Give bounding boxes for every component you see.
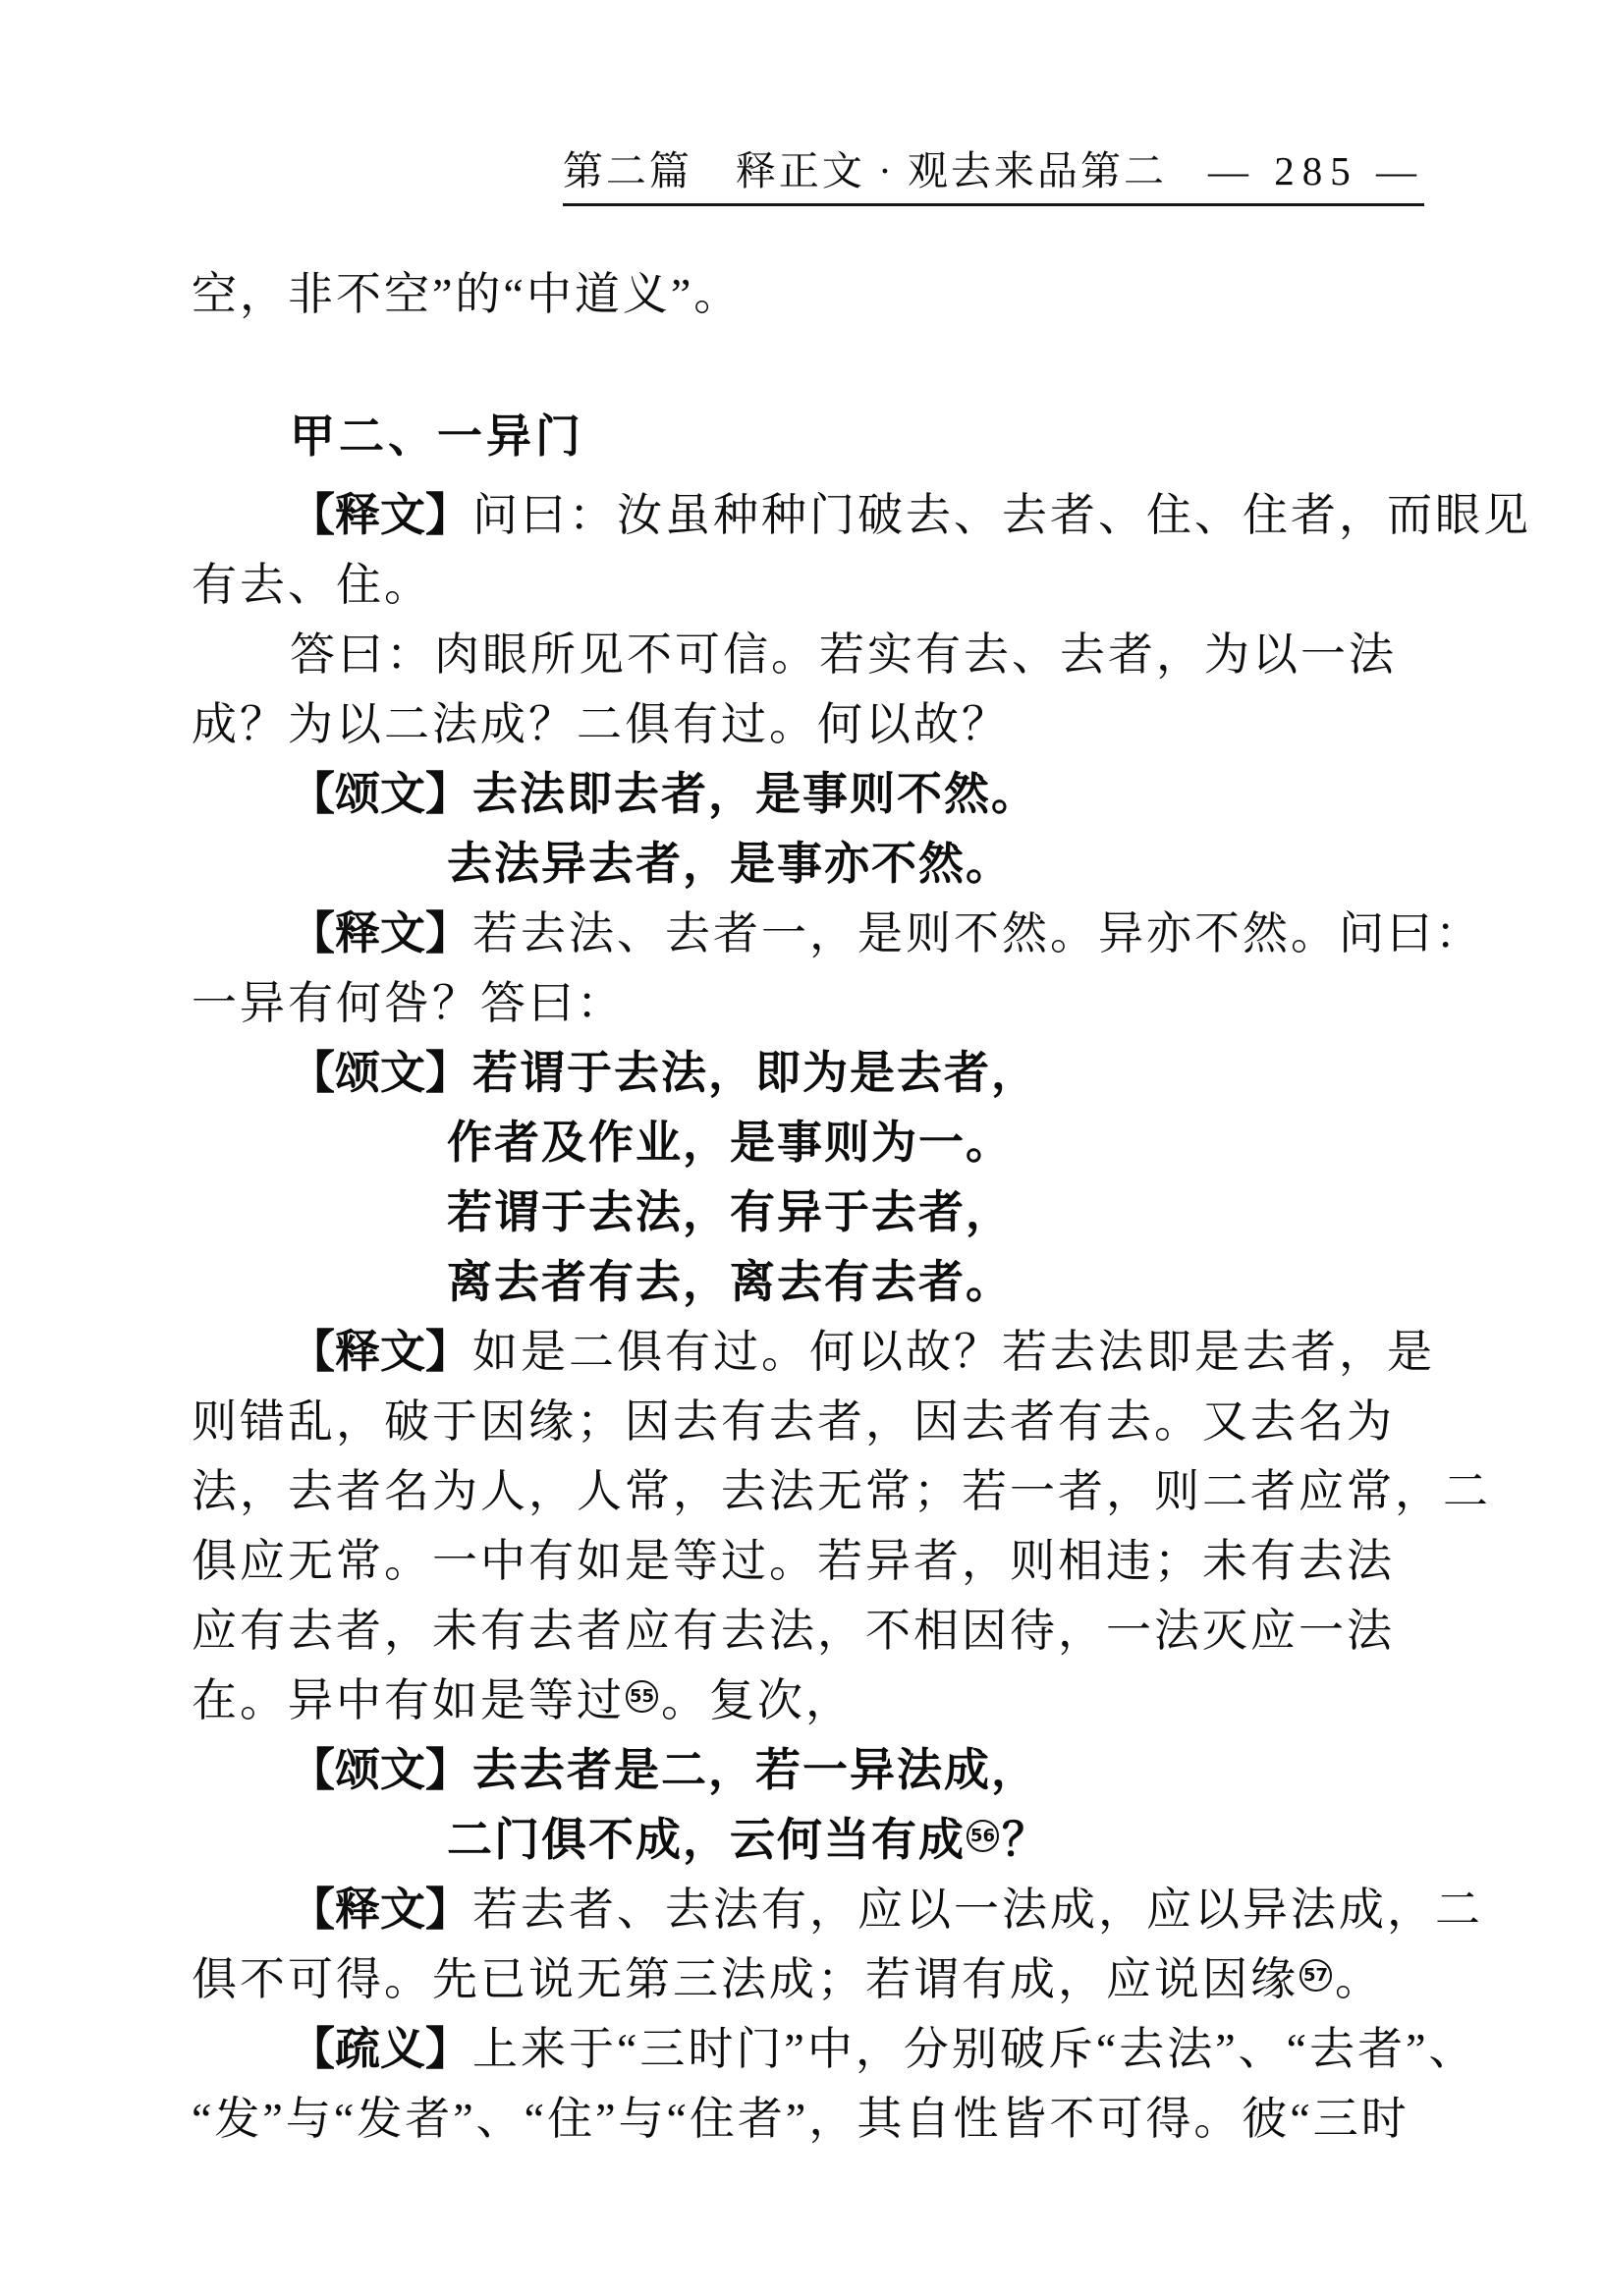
text-line xyxy=(192,2014,1477,2084)
line-text: 俱不可得。先已说无第三法成；若谓有成，应说因缘 xyxy=(192,1954,1299,2004)
line-text: 去去者是二，若一异法成， xyxy=(472,1743,1038,1796)
line-text: 则错乱，破于因缘；因去有去者，因去者有去。又去名为 xyxy=(192,1396,1395,1447)
line-text: 去法异去者，是事亦不然。 xyxy=(447,837,1013,890)
block-label: 【释文】 xyxy=(290,1325,470,1378)
text-line xyxy=(192,550,1439,620)
line-text: 法，去者名为人，人常，去法无常；若一者，则二者应常，二 xyxy=(192,1466,1491,1516)
line-text: 问曰：汝虽种种门破去、去者、住、住者，而眼见 xyxy=(472,490,1531,540)
line-text: 二门俱不成，云何当有成 xyxy=(447,1813,966,1866)
text-line xyxy=(192,1317,1439,1387)
footnote-marker: 55 xyxy=(626,1680,658,1713)
block-label: 【疏义】 xyxy=(290,2022,470,2075)
text-line xyxy=(192,1387,1439,1456)
chapter-title: 第二篇 释正文 · 观去来品第二 xyxy=(562,148,1167,193)
line-text: 若谓于去法，有异于去者， xyxy=(447,1185,1013,1238)
footnote-marker: 56 xyxy=(967,1820,999,1852)
line-text: 在。异中有如是等过 xyxy=(192,1675,625,1725)
line-text: 空，非不空”的“中道义”。 xyxy=(192,269,743,319)
text-line xyxy=(192,899,1483,968)
heading-text: 甲二、一异门 xyxy=(290,410,584,463)
footnote-marker: 57 xyxy=(1299,1959,1332,1992)
line-text: ？ xyxy=(1002,1813,1049,1866)
line-text: 作者及作业，是事则为一。 xyxy=(447,1116,1013,1169)
verse-line xyxy=(192,829,1439,899)
text-line xyxy=(192,1526,1439,1596)
line-text: 成？为以二法成？二俱有过。何以故？ xyxy=(192,699,1010,749)
line-text: 俱应无常。一中有如是等过。若异者，则相违；未有去法 xyxy=(192,1536,1395,1586)
text-line xyxy=(192,1596,1439,1666)
verse-line xyxy=(192,1247,1439,1317)
line-text: 上来于“三时门”中，分别破斥“去法”、“去者”、 xyxy=(472,2024,1477,2074)
running-header-rule xyxy=(563,147,1424,206)
block-label: 【释文】 xyxy=(290,906,470,959)
text-line xyxy=(192,2084,1439,2154)
verse-line xyxy=(192,1177,1439,1247)
page-number: — 285 — xyxy=(1208,148,1424,193)
running-header xyxy=(0,147,1424,206)
line-text: 有去、住。 xyxy=(192,560,432,610)
text-line xyxy=(192,689,1439,759)
verse-line xyxy=(192,1108,1439,1177)
verse-line xyxy=(192,1038,1439,1108)
line-text: 一异有何咎？答曰： xyxy=(192,978,625,1028)
text-line xyxy=(192,1875,1483,1944)
text-line xyxy=(192,620,1439,689)
block-label: 【释文】 xyxy=(290,488,470,541)
verse-line xyxy=(192,759,1439,829)
block-label: 【颂文】 xyxy=(290,1743,470,1796)
verse-line xyxy=(192,1805,1439,1875)
line-text: 若谓于去法，即为是去者， xyxy=(472,1046,1038,1099)
line-text: 若去者、去法有，应以一法成，应以异法成，二 xyxy=(472,1885,1483,1935)
text-line xyxy=(192,480,1531,550)
text-line xyxy=(192,968,1439,1038)
text-line xyxy=(192,1666,1439,1735)
line-text: 如是二俱有过。何以故？若去法即是去者，是 xyxy=(472,1327,1435,1377)
text-column xyxy=(192,259,1531,2154)
line-text: 若去法、去者一，是则不然。异亦不然。问曰： xyxy=(472,908,1483,958)
text-line xyxy=(192,1456,1491,1526)
line-text: 应有去者，未有去者应有去法，不相因待，一法灭应一法 xyxy=(192,1606,1395,1656)
line-text: 离去者有去，离去有去者。 xyxy=(447,1255,1013,1308)
line-text: 去法即去者，是事则不然。 xyxy=(472,767,1038,820)
text-line xyxy=(192,259,1439,329)
verse-line xyxy=(192,1735,1439,1805)
block-label: 【颂文】 xyxy=(290,1046,470,1099)
block-label: 【颂文】 xyxy=(290,767,470,820)
text-line xyxy=(192,1944,1439,2014)
line-text: 。复次， xyxy=(661,1675,854,1725)
line-text: “发”与“发者”、“住”与“住者”，其自性皆不可得。彼“三时 xyxy=(192,2094,1410,2144)
section-heading xyxy=(192,402,1439,471)
line-text: 。 xyxy=(1335,1954,1383,2004)
block-label: 【释文】 xyxy=(290,1883,470,1936)
line-text: 答曰：肉眼所见不可信。若实有去、去者，为以一法 xyxy=(290,629,1397,680)
